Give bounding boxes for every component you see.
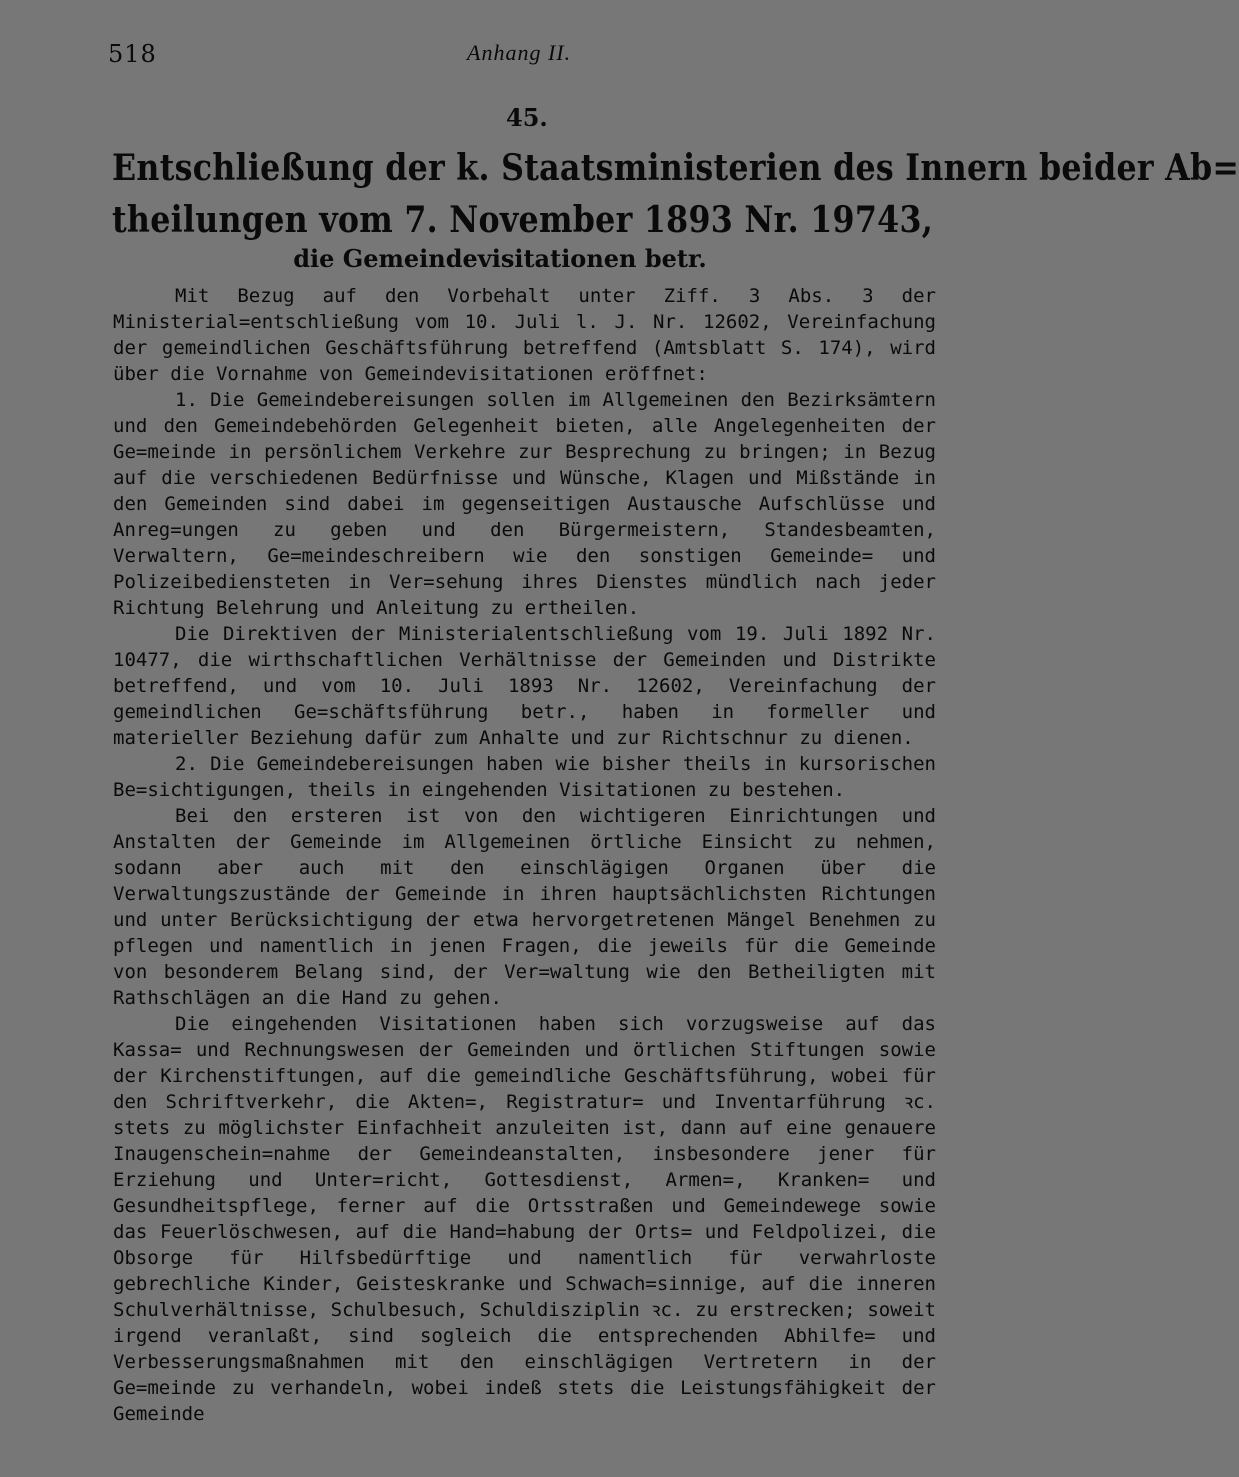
paragraph: 1. Die Gemeindebereisungen sollen im Allgemeinen den Bezirksämtern und den Gemeindebehörden Gelegenheit bieten, alle Angelegenheiten der Ge=meinde in persönlichem Verkehre zur Besprechung zu bringen; in Bezug auf die verschiedenen Bedürfnisse und Wünsche, Klagen und Mißstände in den Gemeinden sind dabei im gegenseitigen Austausche Aufschlüsse und Anreg=ungen zu geben und den Bürgermeistern, Standesbeamten, Verwaltern, Ge=meindeschreibern wie den sonstigen Gemeinde= und Polizeibediensteten in Ver=sehung ihres Dienstes mündlich nach jeder Richtung Belehrung und Anleitung zu ertheilen. bbox=[113, 389, 936, 619]
document-title bbox=[112, 142, 1239, 246]
paragraph: Mit Bezug auf den Vorbehalt unter Ziff. 3 Abs. 3 der Ministerial=entschließung vom 10. Juli l. J. Nr. 12602, Vereinfachung der gemeindlichen Geschäftsführung betreffend (Amtsblatt S. 174), wird über die Vornahme von Gemeindevisitationen eröffnet: bbox=[113, 285, 936, 385]
title-line-1: Entschließung der k. Staatsministerien des Innern beider Ab= bbox=[112, 147, 1239, 189]
document-number: 45. bbox=[506, 103, 548, 132]
paragraph: Die eingehenden Visitationen haben sich vorzugsweise auf das Kassa= und Rechnungswesen der Gemeinden und örtlichen Stiftungen sowie der Kirchenstiftungen, auf die gemeindliche Geschäftsführung, wobei für den Schriftverkehr, die Akten=, Registratur= und Inventarführung ꝛc. stets zu möglichster Einfachheit anzuleiten ist, dann auf eine genauere Inaugenschein=nahme der Gemeindeanstalten, insbesondere jener für Erziehung und Unter=richt, Gottesdienst, Armen=, Kranken= und Gesundheitspflege, ferner auf die Ortsstraßen und Gemeindewege sowie das Feuerlöschwesen, auf die Hand=habung der Orts= und Feldpolizei, die Obsorge für Hilfsbedürftige und namentlich für verwahrloste gebrechliche Kinder, Geisteskranke und Schwach=sinnige, auf die inneren Schulverhältnisse, Schulbesuch, Schuldisziplin ꝛc. zu erstrecken; soweit irgend veranlaßt, sind sogleich die entsprechenden Abhilfe= und Verbesserungsmaßnahmen mit den einschlägigen Vertretern in der Ge=meinde zu verhandeln, wobei indeß stets die Leistungsfähigkeit der Gemeinde bbox=[113, 1013, 936, 1425]
paragraph: 2. Die Gemeindebereisungen haben wie bisher theils in kursorischen Be=sichtigungen, theils in eingehenden Visitationen zu bestehen. bbox=[113, 753, 936, 801]
body-text bbox=[113, 283, 936, 1427]
page-number: 518 bbox=[108, 40, 157, 68]
document-subtitle: die Gemeindevisitationen betr. bbox=[293, 244, 707, 273]
running-head: Anhang II. bbox=[467, 40, 572, 65]
title-line-2: theilungen vom 7. November 1893 Nr. 19743, bbox=[112, 199, 934, 241]
paragraph: Die Direktiven der Ministerialentschließung vom 19. Juli 1892 Nr. 10477, die wirthschaftlichen Verhältnisse der Gemeinden und Distrikte betreffend, und vom 10. Juli 1893 Nr. 12602, Vereinfachung der gemeindlichen Ge=schäftsführung betr., haben in formeller und materieller Beziehung dafür zum Anhalte und zur Richtschnur zu dienen. bbox=[113, 623, 936, 749]
paragraph: Bei den ersteren ist von den wichtigeren Einrichtungen und Anstalten der Gemeinde im Allgemeinen örtliche Einsicht zu nehmen, sodann aber auch mit den einschlägigen Organen über die Verwaltungszustände der Gemeinde in ihren hauptsächlichsten Richtungen und unter Berücksichtigung der etwa hervorgetretenen Mängel Benehmen zu pflegen und namentlich in jenen Fragen, die jeweils für die Gemeinde von besonderem Belang sind, der Ver=waltung wie den Betheiligten mit Rathschlägen an die Hand zu gehen. bbox=[113, 805, 936, 1009]
